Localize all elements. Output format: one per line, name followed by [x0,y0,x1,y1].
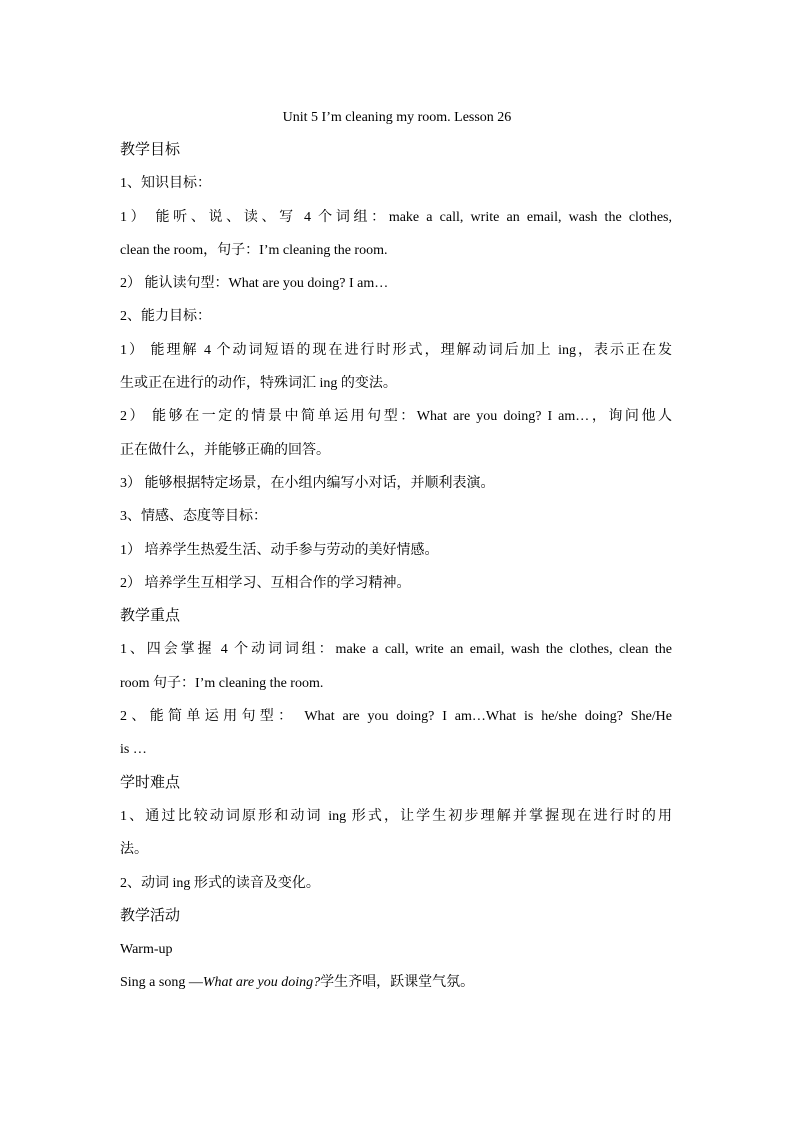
emotion-goal-item-1: 1） 培养学生热爱生活、动手参与劳动的美好情感。 [120,542,439,558]
difficulties-heading: 学时难点 [120,774,181,791]
lesson-content [120,134,672,1000]
ability-goal-item-3: 3） 能够根据特定场景，在小组内编写小对话，并顺利表演。 [120,475,495,491]
lesson-title: Unit 5 I’m cleaning my room. Lesson 26 [282,110,512,125]
warm-up-label: Warm-up [120,942,173,958]
key-point-1-line-2: room 句子：I’m cleaning the room. [120,675,324,691]
song-suffix: 学生齐唱，跃课堂气氛。 [320,975,475,991]
emotion-goal-item-2: 2） 培养学生互相学习、互相合作的学习精神。 [120,575,411,591]
activities-heading: 教学活动 [120,907,181,924]
knowledge-goal-heading: 1、知识目标： [120,176,211,192]
key-point-1-line-1: 1、四会掌握 4 个动词词组：make a call, write an email, wash the clothes, clean the [120,642,672,658]
ability-goal-item-1-line-2: 生或正在进行的动作，特殊词汇 ing 的变法。 [120,376,397,392]
knowledge-goal-item-2: 2） 能认读句型：What are you doing? I am… [120,276,389,292]
difficulty-1-line-1: 1、通过比较动词原形和动词 ing 形式，让学生初步理解并掌握现在进行时的用 [120,808,672,824]
ability-goal-item-1-line-1: 1） 能理解 4 个动词短语的现在进行时形式，理解动词后加上 ing，表示正在发 [120,342,672,358]
ability-goal-heading: 2、能力目标： [120,309,211,325]
knowledge-goal-item-1-line-1: 1） 能听、说、读、写 4 个词组：make a call, write an email, wash the clothes, [120,209,672,225]
ability-goal-item-2-line-1: 2） 能够在一定的情景中简单运用句型：What are you doing? I am…，询问他人 [120,409,672,425]
difficulty-1-line-2: 法。 [120,842,148,858]
difficulty-2: 2、动词 ing 形式的读音及变化。 [120,875,320,891]
key-point-2-line-1: 2、能简单运用句型： What are you doing? I am…What is he/she doing? She/He [120,709,672,725]
key-point-2-line-2: is … [120,742,147,758]
song-line [120,966,672,999]
goals-heading: 教学目标 [120,142,181,158]
song-prefix: Sing a song — [120,975,203,991]
key-points-heading: 教学重点 [120,608,181,625]
song-title: What are you doing? [202,975,321,991]
ability-goal-item-2-line-2: 正在做什么，并能够正确的回答。 [120,442,330,458]
knowledge-goal-item-1-line-2: clean the room，句子：I’m cleaning the room. [120,242,388,258]
emotion-goal-heading: 3、情感、态度等目标： [120,509,267,525]
